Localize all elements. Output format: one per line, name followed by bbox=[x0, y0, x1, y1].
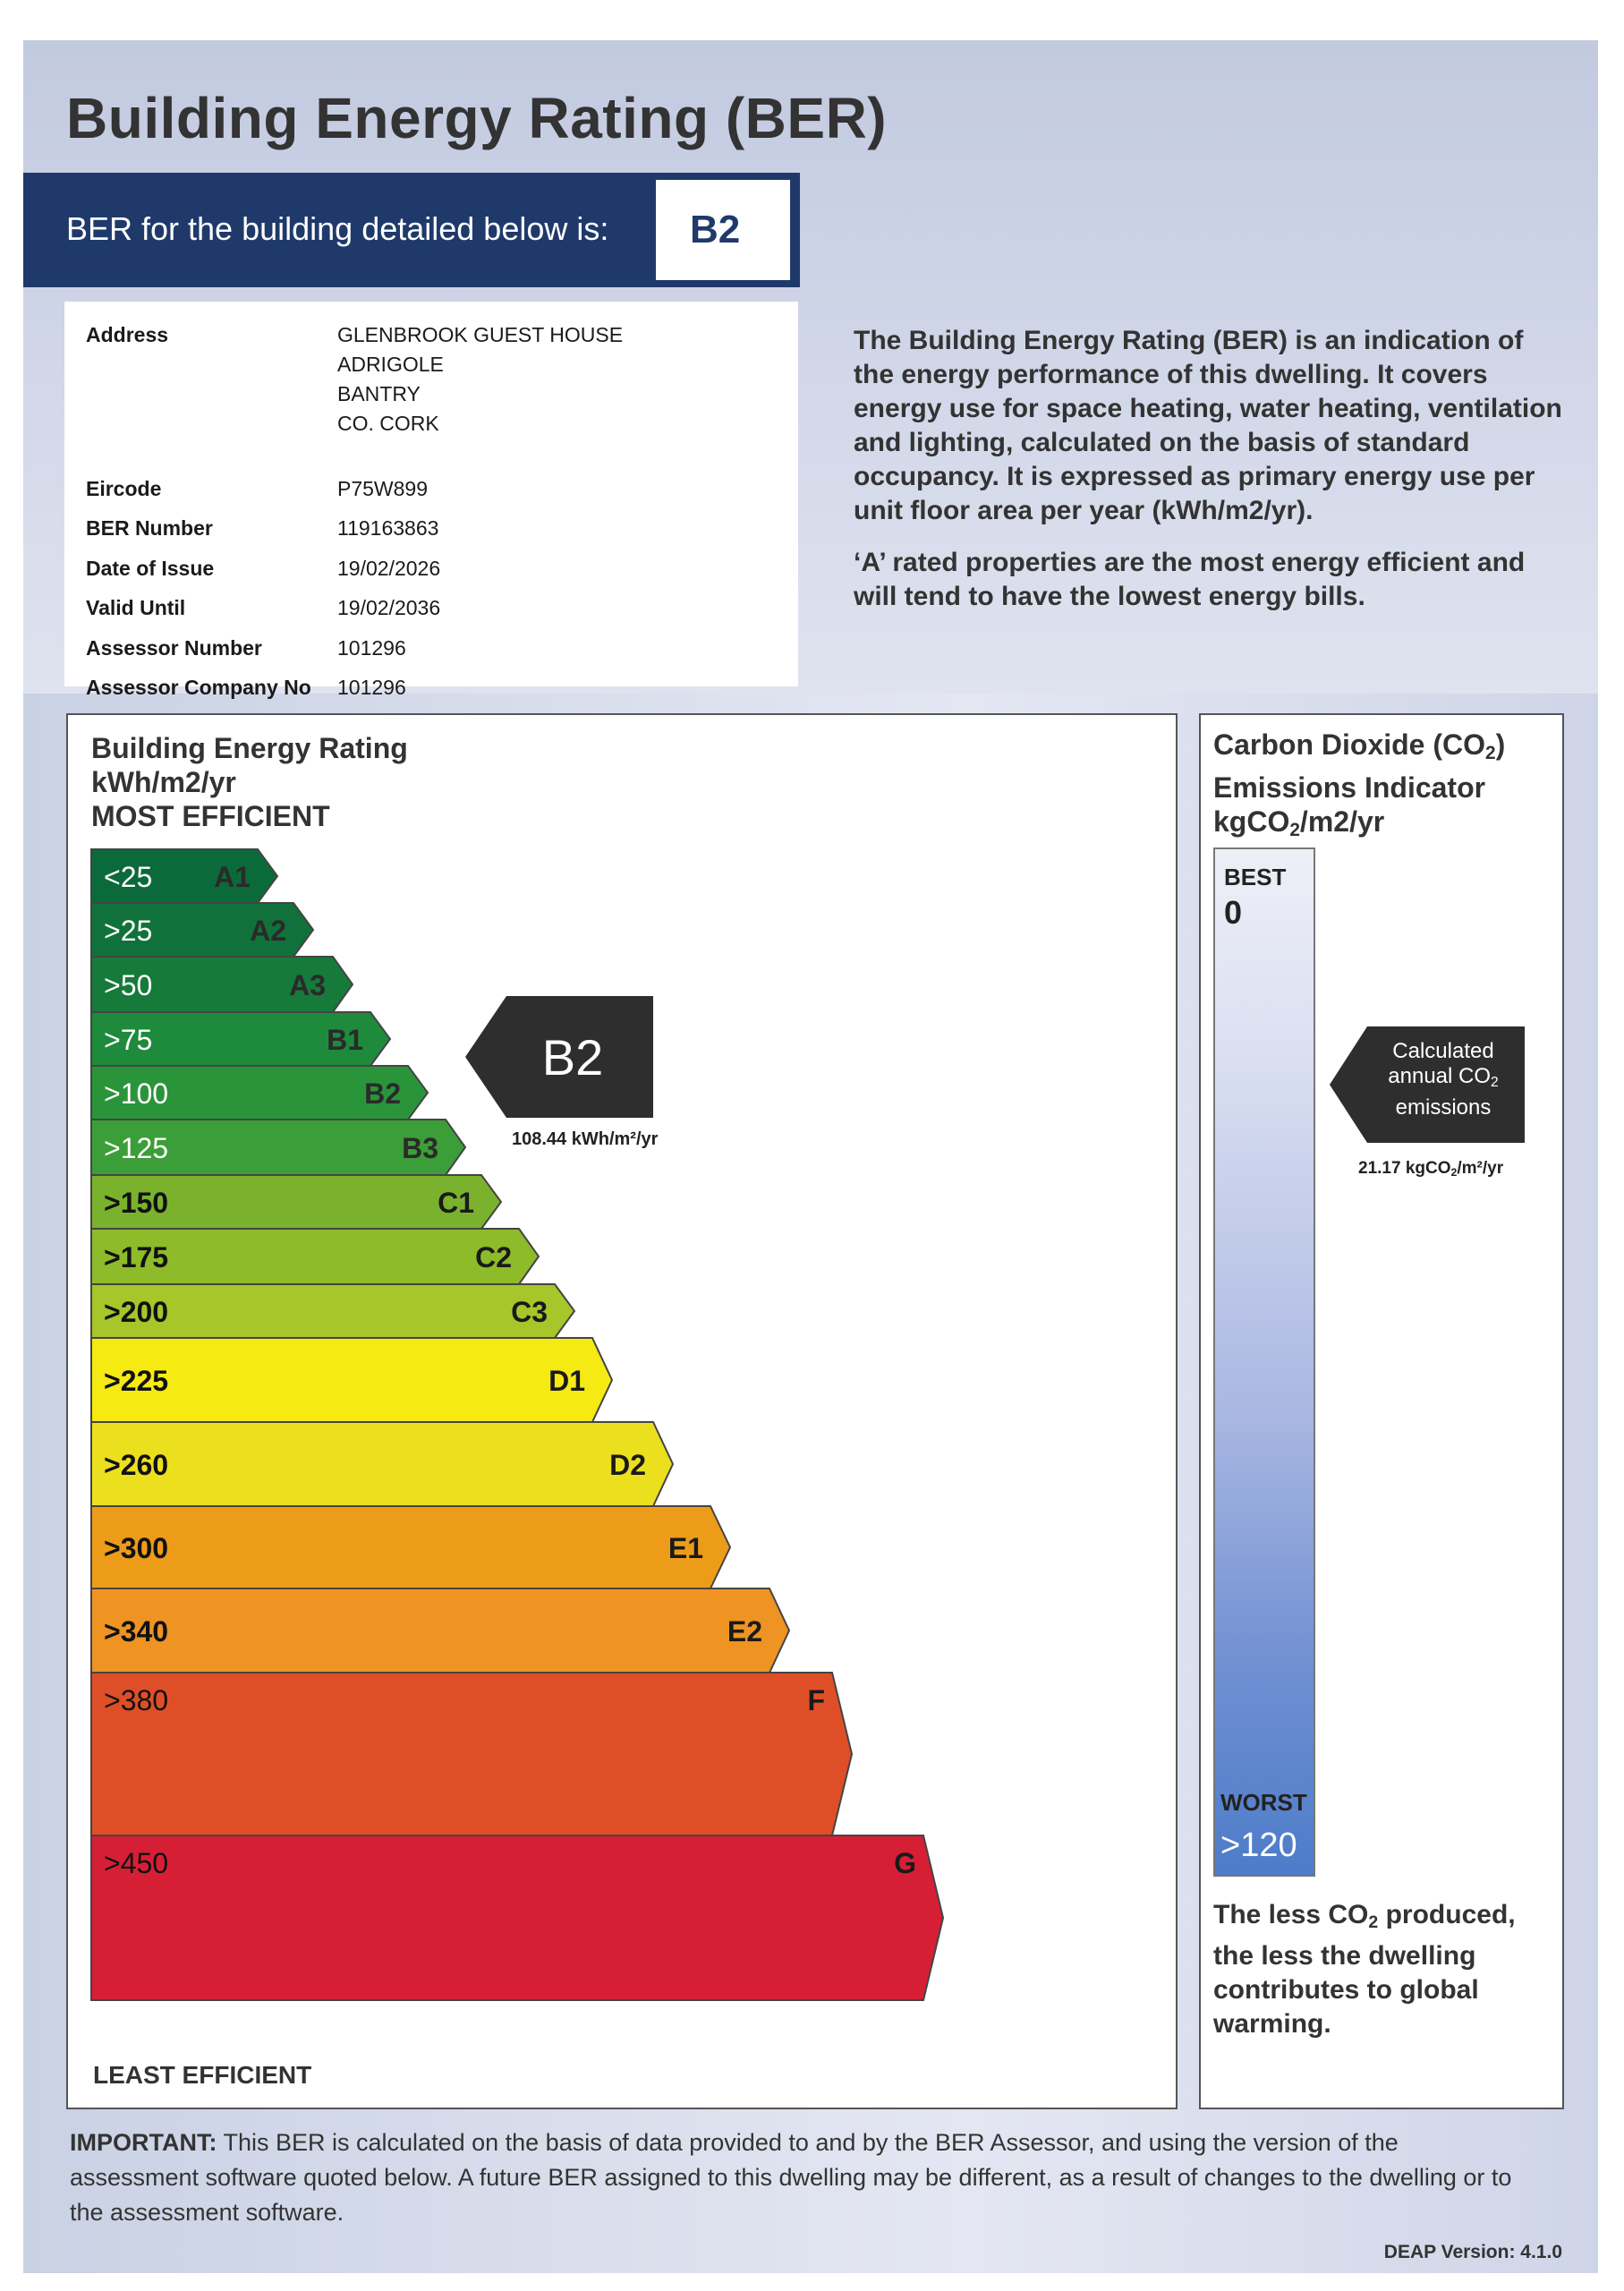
band-a2-range: >25 bbox=[104, 915, 153, 947]
current-rating-grade: B2 bbox=[541, 1029, 604, 1086]
address-line-4: CO. CORK bbox=[337, 412, 439, 435]
band-a3 bbox=[91, 957, 353, 1012]
deap-version: DEAP Version: 4.1.0 bbox=[1383, 2242, 1562, 2262]
current-rating-value: 108.44 kWh/m²/yr bbox=[512, 1129, 659, 1149]
assessor-company-value: 101296 bbox=[337, 676, 406, 699]
ber-number-value: 119163863 bbox=[337, 516, 439, 540]
band-d2 bbox=[91, 1422, 673, 1506]
ber-banner bbox=[23, 173, 800, 287]
band-b2 bbox=[91, 1066, 428, 1120]
band-d2-range: >260 bbox=[104, 1449, 169, 1481]
band-a2-grade: A2 bbox=[250, 915, 286, 947]
band-b1-grade: B1 bbox=[327, 1024, 363, 1056]
band-d1-bar bbox=[91, 1338, 612, 1422]
band-d2-bar bbox=[91, 1422, 673, 1506]
co2-title-line-1 bbox=[1213, 728, 1505, 771]
eircode-label: Eircode bbox=[86, 477, 162, 500]
band-c1-grade: C1 bbox=[438, 1187, 474, 1219]
co2-note-b: produced, the less the dwelling contributes to global warming. bbox=[1213, 1900, 1516, 2039]
band-e1-bar bbox=[91, 1506, 730, 1588]
co2-arrow-line-1: Calculated bbox=[1392, 1039, 1494, 1063]
eircode-value: P75W899 bbox=[337, 477, 429, 500]
energy-rating-chart bbox=[68, 715, 1179, 2111]
co2-scale bbox=[1213, 847, 1315, 1877]
band-a1 bbox=[91, 849, 277, 903]
band-c2 bbox=[91, 1229, 539, 1284]
page-title: Building Energy Rating (BER) bbox=[66, 86, 888, 150]
band-g bbox=[91, 1835, 943, 2000]
important-text: This BER is calculated on the basis of data provided to and by the BER Assessor, and using the version of the assessment software quoted below. A future BER assigned to this dwelling may be different, as a result of changes to the dwelling or to the assessment software. bbox=[70, 2129, 1512, 2226]
co2-title-subscript: 2 bbox=[1485, 743, 1496, 764]
band-c3-range: >200 bbox=[104, 1296, 169, 1328]
co2-best-label: BEST bbox=[1224, 864, 1287, 890]
energy-rating-panel bbox=[66, 713, 1178, 2109]
co2-title-line-2: Emissions Indicator bbox=[1213, 771, 1486, 805]
band-f bbox=[91, 1673, 852, 1835]
band-c1 bbox=[91, 1175, 501, 1229]
band-e1-range: >300 bbox=[104, 1532, 169, 1564]
band-b1-range: >75 bbox=[104, 1024, 153, 1056]
co2-worst-value: >120 bbox=[1220, 1827, 1297, 1864]
intro-text bbox=[854, 324, 1569, 632]
band-c1-range: >150 bbox=[104, 1187, 169, 1219]
least-efficient-label: LEAST EFFICIENT bbox=[93, 2061, 312, 2089]
co2-panel-title bbox=[1213, 728, 1505, 847]
certificate-page bbox=[23, 40, 1598, 2273]
co2-arrow-text bbox=[1367, 1039, 1519, 1120]
co2-value bbox=[1358, 1159, 1503, 1179]
band-e1-grade: E1 bbox=[667, 1532, 703, 1564]
band-d1-grade: D1 bbox=[548, 1365, 585, 1397]
band-g-grade: G bbox=[894, 1847, 916, 1879]
co2-unit-a: kgCO bbox=[1213, 805, 1290, 839]
band-e2-bar bbox=[91, 1588, 789, 1673]
co2-note-subscript: 2 bbox=[1368, 1912, 1379, 1932]
band-c2-range: >175 bbox=[104, 1241, 169, 1273]
co2-arrow-subscript: 2 bbox=[1491, 1074, 1499, 1090]
band-e1 bbox=[91, 1506, 730, 1588]
co2-title-text: Carbon Dioxide (CO bbox=[1213, 728, 1486, 761]
band-g-range: >450 bbox=[104, 1847, 169, 1879]
band-b3-grade: B3 bbox=[402, 1132, 438, 1164]
band-d1-range: >225 bbox=[104, 1365, 169, 1397]
band-a3-range: >50 bbox=[104, 969, 153, 1001]
band-e2-range: >340 bbox=[104, 1615, 169, 1648]
co2-note bbox=[1213, 1898, 1553, 2041]
band-b2-grade: B2 bbox=[364, 1077, 401, 1110]
co2-arrow-line-2 bbox=[1367, 1064, 1519, 1095]
band-a2 bbox=[91, 903, 313, 957]
rating-panel-unit: kWh/m2/yr bbox=[91, 766, 236, 798]
co2-title-unit bbox=[1213, 805, 1505, 847]
band-c2-grade: C2 bbox=[475, 1241, 512, 1273]
valid-until-label: Valid Until bbox=[86, 596, 186, 619]
co2-unit-b: /m2/yr bbox=[1299, 805, 1385, 839]
address-label: Address bbox=[86, 323, 169, 346]
co2-unit-subscript: 2 bbox=[1289, 820, 1300, 841]
co2-worst-label: WORST bbox=[1220, 1789, 1307, 1816]
band-b1 bbox=[91, 1012, 390, 1066]
co2-panel bbox=[1199, 713, 1564, 2109]
ber-number-label: BER Number bbox=[86, 516, 213, 540]
band-b2-range: >100 bbox=[104, 1077, 169, 1110]
band-c3-grade: C3 bbox=[511, 1296, 548, 1328]
band-d2-grade: D2 bbox=[609, 1449, 646, 1481]
rating-panel-title-text: Building Energy Rating bbox=[91, 732, 408, 764]
valid-until-value: 19/02/2036 bbox=[337, 596, 441, 619]
ber-rating-value: B2 bbox=[656, 180, 790, 280]
building-details bbox=[64, 302, 798, 699]
co2-value-a: 21.17 kgCO bbox=[1358, 1159, 1451, 1178]
band-e2 bbox=[91, 1588, 789, 1673]
co2-value-b: /m²/yr bbox=[1457, 1159, 1504, 1178]
date-of-issue-label: Date of Issue bbox=[86, 557, 215, 580]
address-line-3: BANTRY bbox=[337, 382, 421, 405]
co2-title-close: ) bbox=[1495, 728, 1506, 761]
band-g-bar bbox=[91, 1835, 943, 2000]
important-notice bbox=[70, 2125, 1519, 2230]
intro-paragraph-2: ‘A’ rated properties are the most energy efficient and will tend to have the lowest energy bills. bbox=[854, 548, 1526, 611]
band-d1 bbox=[91, 1338, 612, 1422]
band-f-range: >380 bbox=[104, 1684, 169, 1716]
assessor-number-label: Assessor Number bbox=[86, 636, 262, 660]
intro-paragraph-1: The Building Energy Rating (BER) is an indication of the energy performance of this dwelling. It covers energy use for space heating, water heating, ventilation and lighting, calculated on the basis of standard occupancy. It is expressed as primary energy use per unit floor area per year (kWh/m2/yr). bbox=[854, 326, 1562, 525]
co2-note-a: The less CO bbox=[1213, 1900, 1369, 1929]
band-a3-grade: A3 bbox=[289, 969, 326, 1001]
address-line-2: ADRIGOLE bbox=[337, 353, 444, 376]
band-f-bar bbox=[91, 1673, 852, 1835]
co2-arrow-line-3: emissions bbox=[1395, 1094, 1492, 1120]
assessor-company-label: Assessor Company No bbox=[86, 676, 311, 699]
assessor-number-value: 101296 bbox=[337, 636, 406, 660]
band-b3-range: >125 bbox=[104, 1132, 169, 1164]
band-e2-grade: E2 bbox=[727, 1615, 762, 1648]
co2-value-subscript: 2 bbox=[1450, 1166, 1458, 1180]
most-efficient-label: MOST EFFICIENT bbox=[91, 800, 330, 832]
co2-arrow-line-2-text: annual CO bbox=[1388, 1064, 1492, 1088]
ber-banner-label: BER for the building detailed below is: bbox=[66, 210, 609, 247]
band-c3 bbox=[91, 1284, 574, 1338]
band-f-grade: F bbox=[807, 1684, 825, 1716]
co2-best-value: 0 bbox=[1224, 894, 1243, 931]
band-b3 bbox=[91, 1120, 465, 1175]
date-of-issue-value: 19/02/2026 bbox=[337, 557, 441, 580]
important-lead: IMPORTANT: bbox=[70, 2129, 217, 2156]
address-line-1: GLENBROOK GUEST HOUSE bbox=[337, 323, 624, 346]
band-a1-range: <25 bbox=[104, 861, 153, 893]
current-rating-marker bbox=[465, 996, 659, 1149]
band-a1-grade: A1 bbox=[214, 861, 251, 893]
